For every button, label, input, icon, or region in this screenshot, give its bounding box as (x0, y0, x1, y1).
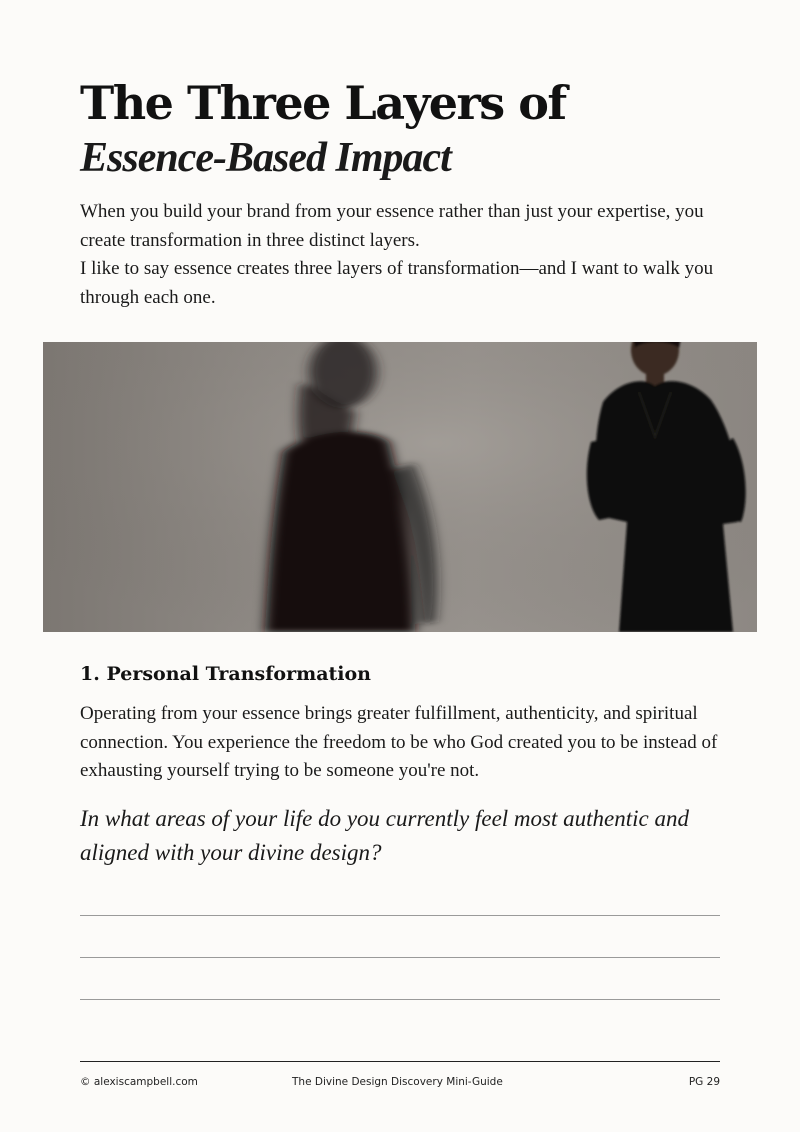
hero-photo (43, 342, 757, 632)
footer-guide-title: The Divine Design Discovery Mini-Guide (292, 1076, 503, 1088)
page-subtitle: Essence-Based Impact (80, 135, 451, 181)
answer-line[interactable] (80, 999, 720, 1000)
footer-divider (80, 1061, 720, 1062)
answer-line[interactable] (80, 915, 720, 916)
intro-text (80, 198, 730, 312)
footer-page-number: PG 29 (688, 1076, 720, 1088)
section-heading: 1. Personal Transformation (80, 663, 371, 685)
footer-copyright: © alexiscampbell.com (80, 1076, 198, 1088)
photo-illustration (43, 342, 757, 632)
reflection-prompt: In what areas of your life do you currently feel most authentic and aligned with your divine design? (80, 806, 689, 865)
answer-line[interactable] (80, 957, 720, 958)
section-body: Operating from your essence brings greater fulfillment, authenticity, and spiritual connection. You experience the freedom to be who God created you to be instead of exhausting yourself trying to be someone you're not. (80, 703, 718, 781)
intro-paragraph: When you build your brand from your essence rather than just your expertise, you create transformation in three distinct layers. (80, 201, 704, 251)
intro-paragraph: I like to say essence creates three layers of transformation—and I want to walk you through each one. (80, 258, 714, 308)
page-title: The Three Layers of (80, 76, 566, 130)
